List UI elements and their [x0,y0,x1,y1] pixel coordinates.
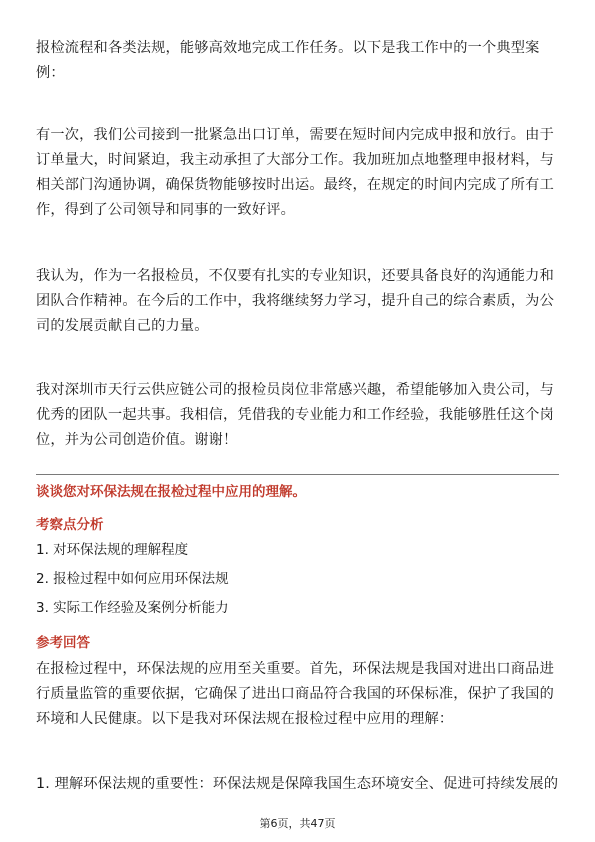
text-line: 报检流程和各类法规，能够高效地完成工作任务。以下是我工作中的一个典型案 [36,40,540,56]
list-item: 1. 对环保法规的理解程度 [36,542,189,558]
text-line: 优秀的团队一起共事。我相信，凭借我的专业能力和工作经验，我能够胜任这个岗 [36,407,554,423]
text-line: 1. 理解环保法规的重要性：环保法规是保障我国生态环境安全、促进可持续发展的 [36,776,559,792]
page-indicator: 第6页，共47页 [259,817,336,830]
question-title: 谈谈您对环保法规在报检过程中应用的理解。 [36,484,306,500]
intro-paragraph [36,36,559,86]
case-paragraph [36,123,559,223]
text-line: 相关部门沟通协调，确保货物能够按时出运。最终，在规定的时间内完成了所有工 [36,177,554,193]
text-line: 位，并为公司创造价值。谢谢！ [36,432,238,448]
closing-paragraph [36,378,559,453]
text-line: 我认为，作为一名报检员，不仅要有扎实的专业知识，还要具备良好的沟通能力和 [36,268,554,284]
text-line: 有一次，我们公司接到一批紧急出口订单，需要在短时间内完成申报和放行。由于 [36,127,554,143]
list-item: 2. 报检过程中如何应用环保法规 [36,571,229,587]
text-line: 在报检过程中，环保法规的应用至关重要。首先，环保法规是我国对进出口商品进 [36,661,554,677]
text-line: 订单量大，时间紧迫，我主动承担了大部分工作。我加班加点地整理申报材料，与 [36,152,554,168]
text-line: 我对深圳市天行云供应链公司的报检员岗位非常感兴趣，希望能够加入贵公司，与 [36,382,554,398]
text-line: 作，得到了公司领导和同事的一致好评。 [36,202,295,218]
analysis-heading: 考察点分析 [36,517,104,533]
text-line: 行质量监管的重要依据，它确保了进出口商品符合我国的环保标准，保护了我国的 [36,686,554,702]
text-line: 环境和人民健康。以下是我对环保法规在报检过程中应用的理解： [36,711,454,727]
text-line: 司的发展贡献自己的力量。 [36,318,209,334]
answer-point [36,772,559,797]
text-line: 例： [36,65,65,81]
text-line: 团队合作精神。在今后的工作中，我将继续努力学习，提升自己的综合素质，为公 [36,293,554,309]
section-divider [36,474,559,475]
answer-heading: 参考回答 [36,635,90,651]
answer-paragraph [36,657,559,732]
list-item: 3. 实际工作经验及案例分析能力 [36,600,229,616]
reflection-paragraph [36,264,559,339]
